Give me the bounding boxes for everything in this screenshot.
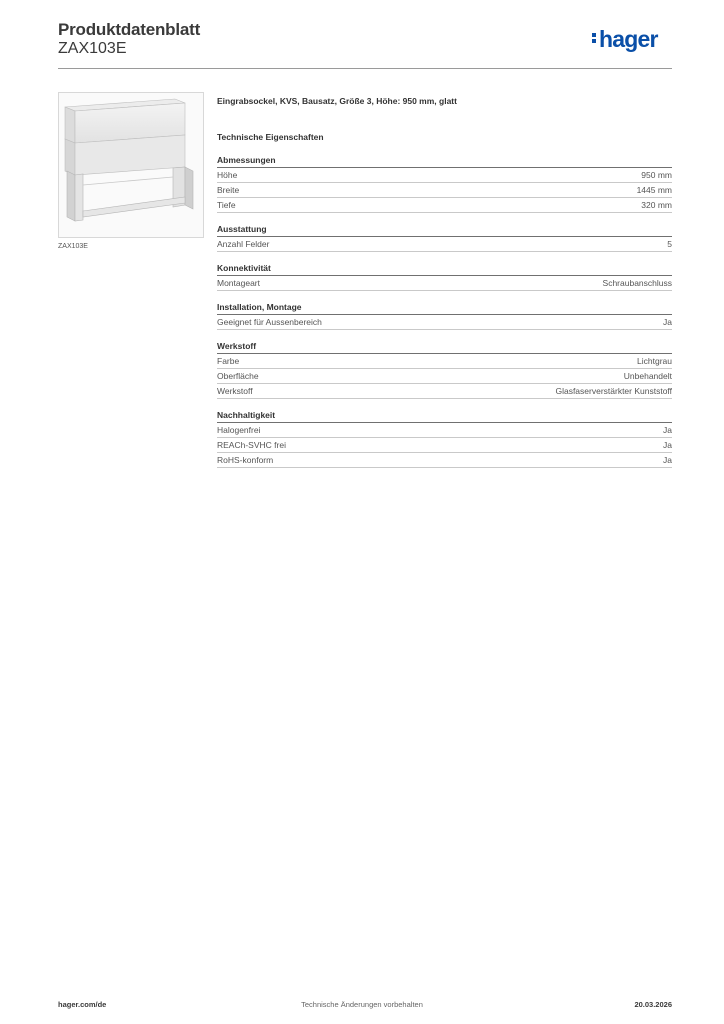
spec-row xyxy=(217,315,672,330)
spec-row xyxy=(217,183,672,198)
footer-disclaimer: Technische Änderungen vorbehalten xyxy=(301,1000,423,1009)
image-caption: ZAX103E xyxy=(58,243,88,250)
product-code: ZAX103E xyxy=(58,40,127,57)
footer-website: hager.com/de xyxy=(58,1000,107,1009)
spec-section xyxy=(217,302,672,330)
spec-value: 950 mm xyxy=(641,170,672,180)
spec-label: Oberfläche xyxy=(217,371,259,381)
spec-row xyxy=(217,276,672,291)
plinth-illustration xyxy=(59,93,203,237)
spec-row xyxy=(217,354,672,369)
spec-label: Anzahl Felder xyxy=(217,239,270,249)
footer-date: 20.03.2026 xyxy=(634,1000,672,1009)
spec-value: Glasfaserverstärkter Kunststoff xyxy=(555,386,672,396)
spec-value: Lichtgrau xyxy=(637,356,672,366)
spec-label: Tiefe xyxy=(217,200,236,210)
spec-value: Schraubanschluss xyxy=(602,278,672,288)
spec-section xyxy=(217,155,672,213)
spec-section-title: Konnektivität xyxy=(217,263,672,276)
document-title: Produktdatenblatt xyxy=(58,20,201,39)
spec-sections xyxy=(217,155,672,468)
spec-row xyxy=(217,438,672,453)
spec-label: Geeignet für Aussenbereich xyxy=(217,317,322,327)
spec-row xyxy=(217,198,672,213)
spec-row xyxy=(217,369,672,384)
hager-logo xyxy=(592,28,658,51)
spec-value: Ja xyxy=(663,317,672,327)
spec-value: Unbehandelt xyxy=(623,371,672,381)
specs-title: Technische Eigenschaften xyxy=(217,132,324,142)
spec-value: 1445 mm xyxy=(636,185,672,195)
logo-wordmark: hager xyxy=(599,26,658,52)
spec-value: Ja xyxy=(663,455,672,465)
spec-section-title: Werkstoff xyxy=(217,341,672,354)
logo-dots-icon xyxy=(592,31,597,45)
spec-value: Ja xyxy=(663,440,672,450)
spec-label: Halogenfrei xyxy=(217,425,261,435)
spec-label: Farbe xyxy=(217,356,240,366)
spec-row xyxy=(217,453,672,468)
spec-row xyxy=(217,237,672,252)
spec-value: 5 xyxy=(667,239,672,249)
product-image xyxy=(58,92,204,238)
spec-label: Montageart xyxy=(217,278,260,288)
spec-section-title: Ausstattung xyxy=(217,224,672,237)
spec-label: Höhe xyxy=(217,170,238,180)
spec-section xyxy=(217,410,672,468)
spec-label: Breite xyxy=(217,185,240,195)
product-description: Eingrabsockel, KVS, Bausatz, Größe 3, Höhe: 950 mm, glatt xyxy=(217,96,457,106)
spec-section xyxy=(217,224,672,252)
datasheet-content xyxy=(217,96,672,479)
spec-label: RoHS-konform xyxy=(217,455,274,465)
spec-row xyxy=(217,384,672,399)
spec-section xyxy=(217,341,672,399)
spec-section-title: Installation, Montage xyxy=(217,302,672,315)
spec-section xyxy=(217,263,672,291)
spec-section-title: Abmessungen xyxy=(217,155,672,168)
spec-value: Ja xyxy=(663,425,672,435)
header-divider xyxy=(58,68,672,69)
spec-row xyxy=(217,423,672,438)
spec-value: 320 mm xyxy=(641,200,672,210)
spec-label: REACh-SVHC frei xyxy=(217,440,286,450)
spec-label: Werkstoff xyxy=(217,386,253,396)
spec-row xyxy=(217,168,672,183)
spec-section-title: Nachhaltigkeit xyxy=(217,410,672,423)
